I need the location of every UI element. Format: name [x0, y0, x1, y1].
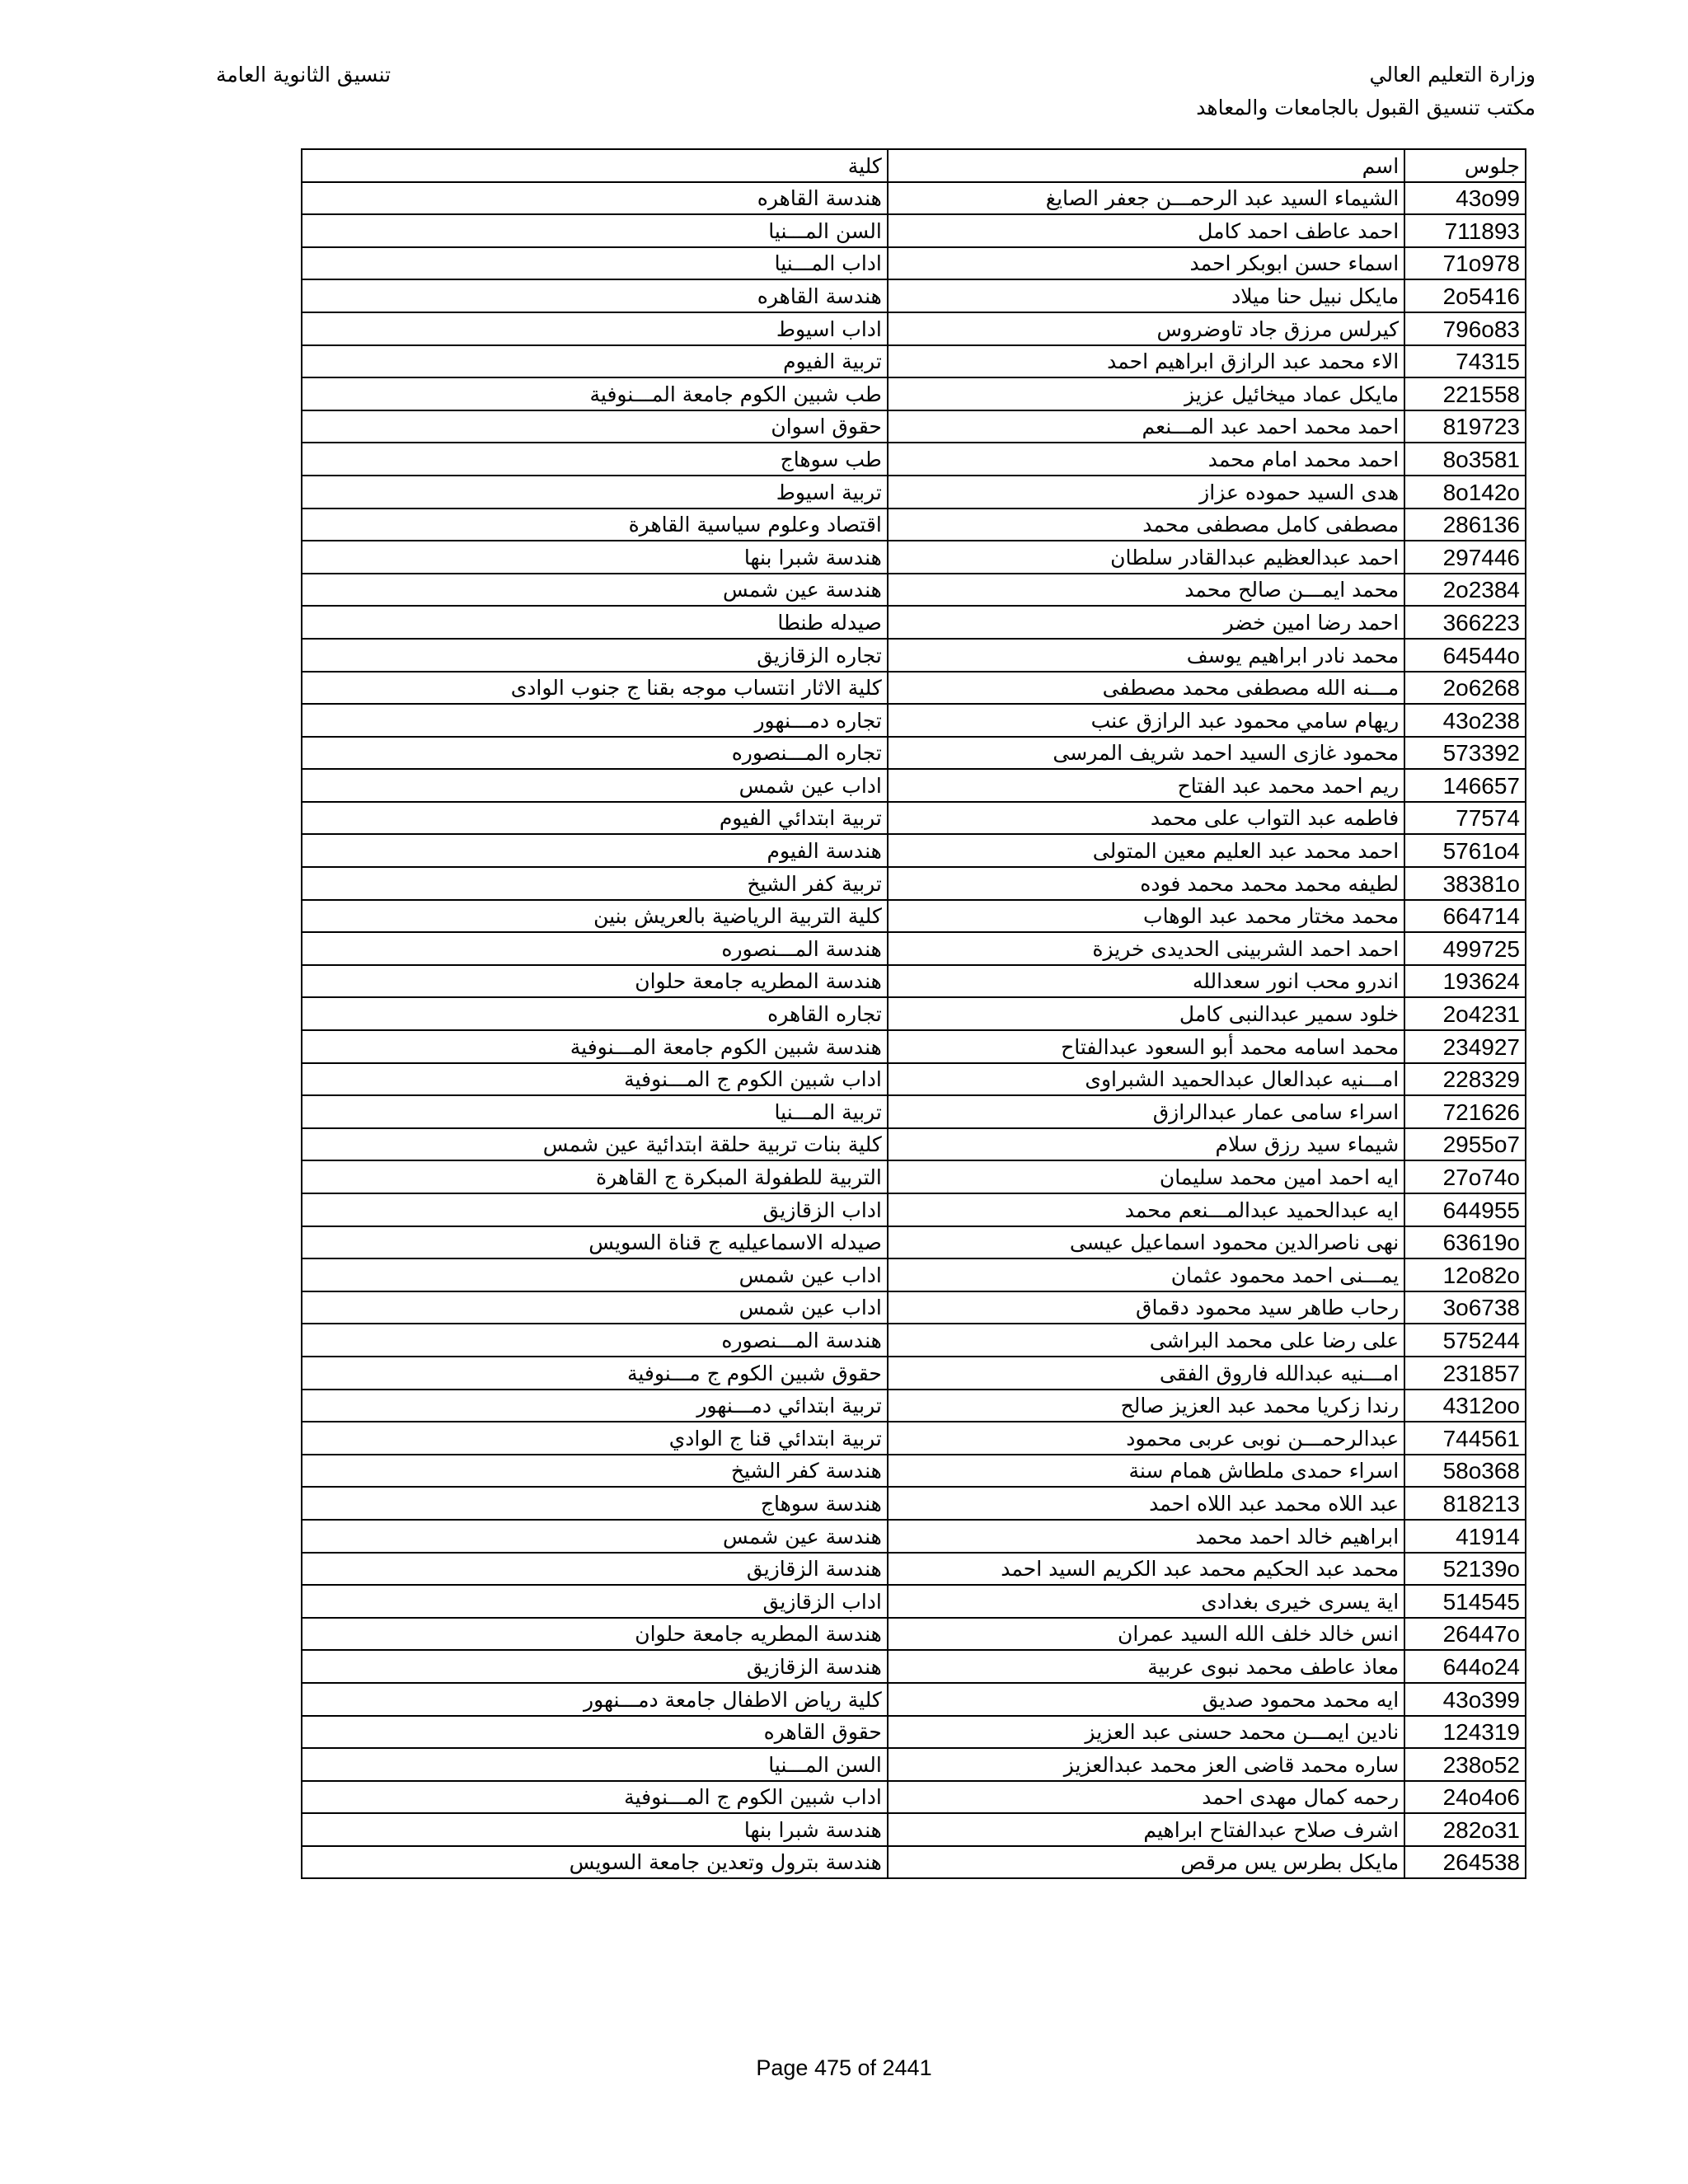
seat-cell: 38381o [1404, 867, 1526, 900]
faculty-cell: هندسة كفر الشيخ [302, 1455, 888, 1488]
seat-cell: 64544o [1404, 639, 1526, 672]
table-row [302, 345, 1526, 378]
faculty-cell: اقتصاد وعلوم سياسية القاهرة [302, 509, 888, 541]
faculty-cell: تربية ابتدائي قنا ج الوادي [302, 1422, 888, 1455]
table-row [302, 1553, 1526, 1586]
table-row [302, 1128, 1526, 1161]
faculty-cell: تربية المـــنيا [302, 1095, 888, 1128]
seat-cell: 228329 [1404, 1063, 1526, 1096]
seat-cell: 41914 [1404, 1520, 1526, 1553]
table-row [302, 737, 1526, 770]
seat-cell: 231857 [1404, 1357, 1526, 1390]
name-cell: مصطفى كامل مصطفى محمد [888, 509, 1404, 541]
table-row [302, 1520, 1526, 1553]
faculty-cell: تربية ابتدائي الفيوم [302, 802, 888, 835]
name-cell: اية يسرى خيرى بغدادى [888, 1585, 1404, 1618]
name-cell: مايكل بطرس يس مرقص [888, 1846, 1404, 1879]
name-cell: رحمه كمال مهدى احمد [888, 1781, 1404, 1814]
table-row [302, 834, 1526, 867]
seat-cell: 282o31 [1404, 1813, 1526, 1846]
table-row [302, 1683, 1526, 1716]
ministry-title: وزارة التعليم العالي [1369, 63, 1536, 87]
table-row [302, 932, 1526, 965]
table-header-row [302, 149, 1526, 182]
table-row [302, 1226, 1526, 1259]
faculty-cell: هندسة المـــنصوره [302, 932, 888, 965]
table-row [302, 1030, 1526, 1063]
table-row [302, 1357, 1526, 1390]
table-row [302, 1748, 1526, 1781]
faculty-cell: هندسة المطريه جامعة حلوان [302, 965, 888, 998]
faculty-cell: هندسة شبرا بنها [302, 1813, 888, 1846]
seat-cell: 58o368 [1404, 1455, 1526, 1488]
faculty-cell: صيدله طنطا [302, 606, 888, 639]
faculty-cell: اداب عين شمس [302, 1258, 888, 1291]
name-cell: محمد ايمـــن صالح محمد [888, 574, 1404, 607]
name-cell: امـــنيه عبدالله فاروق الفقى [888, 1357, 1404, 1390]
faculty-cell: هندسة عين شمس [302, 574, 888, 607]
seat-cell: 818213 [1404, 1487, 1526, 1520]
seat-cell: 12o82o [1404, 1258, 1526, 1291]
seat-cell: 366223 [1404, 606, 1526, 639]
name-cell: احمد عاطف احمد كامل [888, 214, 1404, 247]
faculty-cell: تربية ابتدائي دمـــنهور [302, 1390, 888, 1422]
table-row [302, 279, 1526, 312]
name-cell: احمد عبدالعظيم عبدالقادر سلطان [888, 541, 1404, 574]
name-cell: كيرلس مرزق جاد تاوضروس [888, 312, 1404, 345]
seat-cell: 71o978 [1404, 247, 1526, 280]
seat-cell: 193624 [1404, 965, 1526, 998]
seat-cell: 8o3581 [1404, 443, 1526, 476]
faculty-cell: هندسة عين شمس [302, 1520, 888, 1553]
name-cell: اسراء سامى عمار عبدالرازق [888, 1095, 1404, 1128]
faculty-cell: هندسة سوهاج [302, 1487, 888, 1520]
table-row [302, 377, 1526, 410]
name-cell: نادين ايمـــن محمد حسنى عبد العزيز [888, 1716, 1404, 1749]
seat-cell: 5761o4 [1404, 834, 1526, 867]
faculty-cell: اداب شبين الكوم ج المـــنوفية [302, 1781, 888, 1814]
table-row [302, 639, 1526, 672]
faculty-cell: اداب المـــنيا [302, 247, 888, 280]
seat-cell: 43o99 [1404, 182, 1526, 215]
name-cell: ريم احمد محمد عبد الفتاح [888, 769, 1404, 802]
seat-cell: 644955 [1404, 1193, 1526, 1226]
table-row [302, 1650, 1526, 1683]
name-cell: مـــنه الله مصطفى محمد مصطفى [888, 672, 1404, 705]
seat-cell: 27o74o [1404, 1160, 1526, 1193]
faculty-cell: كلية رياض الاطفال جامعة دمـــنهور [302, 1683, 888, 1716]
faculty-cell: هندسة الزقازيق [302, 1650, 888, 1683]
table-row [302, 443, 1526, 476]
faculty-cell: هندسة المطريه جامعة حلوان [302, 1618, 888, 1651]
name-cell: محمد مختار محمد عبد الوهاب [888, 900, 1404, 933]
name-cell: مايكل نبيل حنا ميلاد [888, 279, 1404, 312]
seat-cell: 24o4o6 [1404, 1781, 1526, 1814]
name-cell: نهى ناصرالدين محمود اسماعيل عيسى [888, 1226, 1404, 1259]
seat-cell: 2o5416 [1404, 279, 1526, 312]
column-header-faculty: كلية [302, 149, 888, 182]
seat-cell: 2955o7 [1404, 1128, 1526, 1161]
name-cell: رحاب طاهر سيد محمود دقماق [888, 1291, 1404, 1324]
name-cell: ساره محمد قاضى العز محمد عبدالعزيز [888, 1748, 1404, 1781]
table-row [302, 1585, 1526, 1618]
table-row [302, 1618, 1526, 1651]
name-cell: اسراء حمدى ملطاش همام سنة [888, 1455, 1404, 1488]
name-cell: اندرو محب انور سعدالله [888, 965, 1404, 998]
name-cell: انس خالد خلف الله السيد عمران [888, 1618, 1404, 1651]
table-row [302, 410, 1526, 443]
seat-cell: 721626 [1404, 1095, 1526, 1128]
seat-cell: 124319 [1404, 1716, 1526, 1749]
seat-cell: 43o399 [1404, 1683, 1526, 1716]
faculty-cell: السن المـــنيا [302, 1748, 888, 1781]
seat-cell: 2o6268 [1404, 672, 1526, 705]
faculty-cell: صيدله الاسماعيليه ج قناة السويس [302, 1226, 888, 1259]
table-row [302, 1455, 1526, 1488]
column-header-seat: جلوس [1404, 149, 1526, 182]
name-cell: احمد احمد الشربينى الحديدى خريزة [888, 932, 1404, 965]
table-row [302, 769, 1526, 802]
name-cell: فاطمه عبد التواب على محمد [888, 802, 1404, 835]
name-cell: ريهام سامي محمود عبد الرازق عنب [888, 704, 1404, 737]
name-cell: ايه احمد امين محمد سليمان [888, 1160, 1404, 1193]
name-cell: محمد عبد الحكيم محمد عبد الكريم السيد احمد [888, 1553, 1404, 1586]
faculty-cell: اداب شبين الكوم ج المـــنوفية [302, 1063, 888, 1096]
name-cell: على رضا على محمد البراشى [888, 1324, 1404, 1357]
table-row [302, 247, 1526, 280]
table-row [302, 214, 1526, 247]
name-cell: محمود غازى السيد احمد شريف المرسى [888, 737, 1404, 770]
coordination-title: تنسيق الثانوية العامة [216, 63, 392, 87]
table-row [302, 1422, 1526, 1455]
faculty-cell: تربية اسيوط [302, 476, 888, 509]
faculty-cell: تربية الفيوم [302, 345, 888, 378]
page-number: Page 475 of 2441 [756, 2055, 932, 2080]
seat-cell: 74315 [1404, 345, 1526, 378]
seat-cell: 52139o [1404, 1553, 1526, 1586]
seat-cell: 664714 [1404, 900, 1526, 933]
seat-cell: 796o83 [1404, 312, 1526, 345]
faculty-cell: حقوق اسوان [302, 410, 888, 443]
faculty-cell: اداب اسيوط [302, 312, 888, 345]
name-cell: الشيماء السيد عبد الرحمـــن جعفر الصايغ [888, 182, 1404, 215]
office-title: مكتب تنسيق القبول بالجامعات والمعاهد [1196, 96, 1536, 120]
table-row [302, 1324, 1526, 1357]
name-cell: يمـــنى احمد محمود عثمان [888, 1258, 1404, 1291]
table-row [302, 965, 1526, 998]
faculty-cell: طب سوهاج [302, 443, 888, 476]
seat-cell: 297446 [1404, 541, 1526, 574]
faculty-cell: كلية بنات تربية حلقة ابتدائية عين شمس [302, 1128, 888, 1161]
name-cell: مايكل عماد ميخائيل عزيز [888, 377, 1404, 410]
name-cell: محمد نادر ابراهيم يوسف [888, 639, 1404, 672]
faculty-cell: تربية كفر الشيخ [302, 867, 888, 900]
name-cell: اشرف صلاح عبدالفتاح ابراهيم [888, 1813, 1404, 1846]
seat-cell: 77574 [1404, 802, 1526, 835]
table-row [302, 1160, 1526, 1193]
faculty-cell: تجاره دمـــنهور [302, 704, 888, 737]
name-cell: لطيفه محمد محمد محمد فوده [888, 867, 1404, 900]
faculty-cell: اداب الزقازيق [302, 1585, 888, 1618]
faculty-cell: حقوق شبين الكوم ج مـــنوفية [302, 1357, 888, 1390]
name-cell: شيماء سيد رزق سلام [888, 1128, 1404, 1161]
table-row [302, 1063, 1526, 1096]
faculty-cell: كلية الاثار انتساب موجه بقنا ج جنوب الوادى [302, 672, 888, 705]
name-cell: احمد محمد احمد عبد المـــنعم [888, 410, 1404, 443]
seat-cell: 63619o [1404, 1226, 1526, 1259]
seat-cell: 2o2384 [1404, 574, 1526, 607]
table-row [302, 182, 1526, 215]
faculty-cell: اداب عين شمس [302, 1291, 888, 1324]
seat-cell: 238o52 [1404, 1748, 1526, 1781]
table-row [302, 672, 1526, 705]
seat-cell: 819723 [1404, 410, 1526, 443]
table-row [302, 1846, 1526, 1879]
faculty-cell: التربية للطفولة المبكرة ج القاهرة [302, 1160, 888, 1193]
table-row [302, 1390, 1526, 1422]
table-row [302, 1487, 1526, 1520]
faculty-cell: السن المـــنيا [302, 214, 888, 247]
seat-cell: 264538 [1404, 1846, 1526, 1879]
table-row [302, 997, 1526, 1030]
table-row [302, 1716, 1526, 1749]
faculty-cell: هندسة شبين الكوم جامعة المـــنوفية [302, 1030, 888, 1063]
name-cell: اسماء حسن ابوبكر احمد [888, 247, 1404, 280]
seat-cell: 514545 [1404, 1585, 1526, 1618]
table-row [302, 312, 1526, 345]
table-row [302, 867, 1526, 900]
name-cell: احمد رضا امين خضر [888, 606, 1404, 639]
name-cell: ايه محمد محمود صديق [888, 1683, 1404, 1716]
seat-cell: 499725 [1404, 932, 1526, 965]
seat-cell: 286136 [1404, 509, 1526, 541]
table-row [302, 1291, 1526, 1324]
faculty-cell: هندسة القاهره [302, 279, 888, 312]
seat-cell: 146657 [1404, 769, 1526, 802]
faculty-cell: اداب عين شمس [302, 769, 888, 802]
faculty-cell: هندسة الفيوم [302, 834, 888, 867]
name-cell: ايه عبدالحميد عبدالمـــنعم محمد [888, 1193, 1404, 1226]
seat-cell: 234927 [1404, 1030, 1526, 1063]
column-header-name: اسم [888, 149, 1404, 182]
table-row [302, 1193, 1526, 1226]
seat-cell: 26447o [1404, 1618, 1526, 1651]
seat-cell: 744561 [1404, 1422, 1526, 1455]
name-cell: امـــنيه عبدالعال عبدالحميد الشبراوى [888, 1063, 1404, 1096]
faculty-cell: هندسة الزقازيق [302, 1553, 888, 1586]
seat-cell: 644o24 [1404, 1650, 1526, 1683]
faculty-cell: حقوق القاهره [302, 1716, 888, 1749]
seat-cell: 3o6738 [1404, 1291, 1526, 1324]
faculty-cell: تجاره المـــنصوره [302, 737, 888, 770]
faculty-cell: تجاره القاهره [302, 997, 888, 1030]
table-row [302, 606, 1526, 639]
faculty-cell: هندسة بترول وتعدين جامعة السويس [302, 1846, 888, 1879]
faculty-cell: تجاره الزقازيق [302, 639, 888, 672]
faculty-cell: هندسة شبرا بنها [302, 541, 888, 574]
name-cell: خلود سمير عبدالنبى كامل [888, 997, 1404, 1030]
name-cell: احمد محمد عبد العليم معين المتولى [888, 834, 1404, 867]
faculty-cell: طب شبين الكوم جامعة المـــنوفية [302, 377, 888, 410]
faculty-cell: كلية التربية الرياضية بالعريش بنين [302, 900, 888, 933]
table-row [302, 1781, 1526, 1814]
name-cell: الاء محمد عبد الرازق ابراهيم احمد [888, 345, 1404, 378]
table-row [302, 574, 1526, 607]
name-cell: احمد محمد امام محمد [888, 443, 1404, 476]
name-cell: رندا زكريا محمد عبد العزيز صالح [888, 1390, 1404, 1422]
table-body [302, 182, 1526, 1879]
table-row [302, 1813, 1526, 1846]
table-row [302, 704, 1526, 737]
seat-cell: 221558 [1404, 377, 1526, 410]
seat-cell: 8o142o [1404, 476, 1526, 509]
name-cell: معاذ عاطف محمد نبوى عربية [888, 1650, 1404, 1683]
name-cell: عبد اللاه محمد عبد اللاه احمد [888, 1487, 1404, 1520]
seat-cell: 4312oo [1404, 1390, 1526, 1422]
results-table [301, 148, 1526, 1879]
faculty-cell: هندسة المـــنصوره [302, 1324, 888, 1357]
seat-cell: 711893 [1404, 214, 1526, 247]
name-cell: محمد اسامه محمد أبو السعود عبدالفتاح [888, 1030, 1404, 1063]
name-cell: هدى السيد حموده عزاز [888, 476, 1404, 509]
seat-cell: 2o4231 [1404, 997, 1526, 1030]
table-row [302, 541, 1526, 574]
seat-cell: 573392 [1404, 737, 1526, 770]
table-row [302, 1095, 1526, 1128]
table-row [302, 476, 1526, 509]
seat-cell: 575244 [1404, 1324, 1526, 1357]
name-cell: عبدالرحمـــن نوبى عربى محمود [888, 1422, 1404, 1455]
table-row [302, 1258, 1526, 1291]
name-cell: ابراهيم خالد احمد محمد [888, 1520, 1404, 1553]
faculty-cell: اداب الزقازيق [302, 1193, 888, 1226]
table-row [302, 509, 1526, 541]
table-row [302, 802, 1526, 835]
table-row [302, 900, 1526, 933]
faculty-cell: هندسة القاهره [302, 182, 888, 215]
seat-cell: 43o238 [1404, 704, 1526, 737]
